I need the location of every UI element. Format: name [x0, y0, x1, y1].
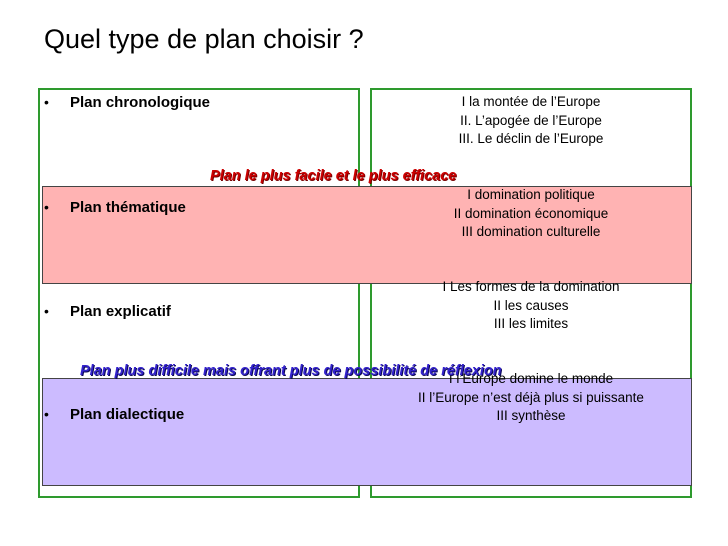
- plan-label: Plan thématique: [70, 199, 186, 216]
- bullet-icon: •: [44, 94, 49, 110]
- example-line: II les causes: [493, 297, 569, 313]
- example-line: II domination économique: [453, 205, 609, 221]
- example-line: I domination politique: [467, 187, 595, 202]
- plan-item-explicatif: [44, 303, 171, 320]
- plan-item-thematique: [44, 199, 186, 216]
- example-list-thematique: [372, 186, 690, 242]
- example-line: III. Le déclin de l’Europe: [458, 131, 604, 147]
- annotation-reflexive-plan: Plan plus difficile mais offrant plus de possibilité de réflexion: [80, 363, 502, 379]
- example-line: II. L’apogée de l’Europe: [460, 112, 602, 128]
- plan-item-chronologique: [44, 94, 210, 111]
- example-line: III domination culturelle: [461, 224, 601, 240]
- annotation-easiest-plan: Plan le plus facile et le plus efficace: [210, 168, 457, 184]
- example-line: II l’Europe n’est déjà plus si puissante: [418, 389, 644, 405]
- bullet-icon: •: [44, 303, 49, 319]
- example-line: I la montée de l’Europe: [461, 94, 601, 109]
- slide-title: Quel type de plan choisir ?: [44, 24, 364, 54]
- example-line: I Les formes de la domination: [442, 279, 620, 294]
- bullet-icon: •: [44, 199, 49, 215]
- plan-label: Plan dialectique: [70, 406, 185, 423]
- plan-label: Plan chronologique: [70, 94, 211, 111]
- plan-label: Plan explicatif: [70, 303, 171, 320]
- example-list-chronologique: [372, 93, 690, 149]
- plan-item-dialectique: [44, 406, 184, 423]
- bullet-icon: •: [44, 406, 49, 422]
- example-line: I l’Europe domine le monde: [448, 371, 614, 386]
- example-line: III les limites: [493, 316, 569, 332]
- example-line: III synthèse: [496, 408, 566, 424]
- example-list-explicatif: [372, 278, 690, 334]
